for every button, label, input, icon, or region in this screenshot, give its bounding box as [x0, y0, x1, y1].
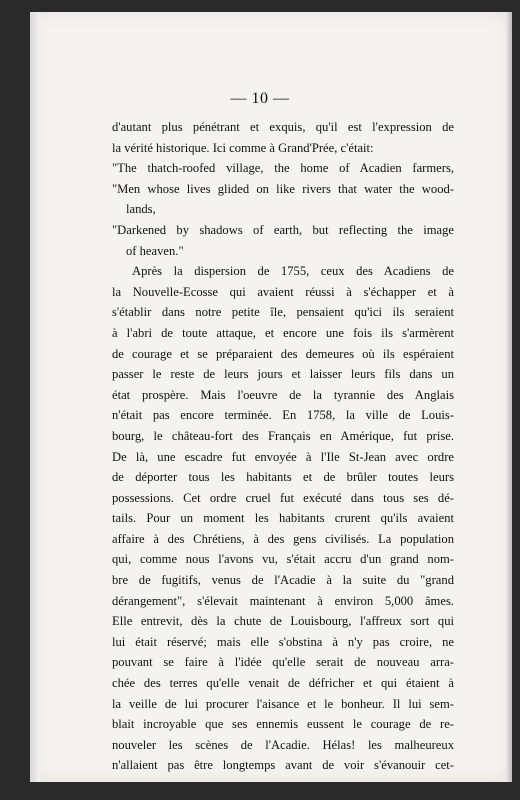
text-line: chée des terres qu'elle venait de défricher et qui étaient à — [112, 676, 454, 691]
text-line: de courage et se préparaient des demeures où ils espéraient — [112, 346, 454, 361]
text-line: "Darkened by shadows of earth, but reflecting the image — [112, 222, 454, 237]
text-line: état prospère. Mais l'oeuvre de la tyrannie des Anglais — [112, 387, 454, 402]
text-line: n'était pas encore terminée. En 1758, la ville de Louis- — [112, 408, 454, 423]
text-line: lands, — [126, 202, 156, 217]
text-line: De là, une escadre fut envoyée à l'Ile St-Jean avec ordre — [112, 449, 454, 464]
text-line: bourg, le château-fort des Français en Amérique, fut prise. — [112, 428, 454, 443]
text-line: Elle entrevit, dès la chute de Louisbourg, l'affreux sort qui — [112, 614, 454, 629]
text-line: lui était réservé; mais elle s'obstina à n'y pas croire, ne — [112, 634, 454, 649]
text-line: la veille de lui procurer l'aisance et le bonheur. Il lui sem- — [112, 696, 454, 711]
text-line: passer le reste de leurs jours et laisser leurs fils dans un — [112, 367, 454, 382]
text-line: blait incroyable que ses ennemis eussent le courage de re- — [112, 717, 454, 732]
text-line: nouveler les scènes de l'Acadie. Hélas! les malheureux — [112, 737, 454, 752]
page-number: — 10 — — [230, 90, 290, 107]
text-line: la vérité historique. Ici comme à Grand'Prée, c'était: — [112, 140, 374, 155]
text-line: of heaven." — [126, 243, 184, 258]
text-line: bre de fugitifs, venus de l'Acadie à la suite du "grand — [112, 573, 454, 588]
text-line: d'autant plus pénétrant et exquis, qu'il est l'expression de — [112, 120, 454, 134]
text-line: la Nouvelle-Ecosse qui avaient réussi à s'échapper et à — [112, 284, 454, 299]
page-edge — [506, 12, 512, 782]
text-line: dérangement", s'élevait maintenant à environ 5,000 âmes. — [112, 593, 454, 608]
text-line: Après la dispersion de 1755, ceux des Acadiens de — [132, 264, 454, 279]
text-line: tails. Pour un moment les habitants crurent qu'ils avaient — [112, 511, 454, 526]
text-line: n'allaient pas être longtemps avant de voir s'évanouir cet- — [112, 758, 454, 773]
text-line: affaire à des Chrétiens, à des gens civilisés. La population — [112, 531, 454, 546]
binding-shadow — [30, 12, 40, 782]
text-line: s'établir dans notre petite île, pensaient qu'ici ils seraient — [112, 305, 454, 320]
text-line: "Men whose lives glided on like rivers that water the wood- — [112, 181, 454, 196]
text-line: pouvant se faire à l'idée qu'elle serait de nouveau arra- — [112, 655, 454, 670]
text-line: de déporter tous les habitants et de brûler toutes leurs — [112, 470, 454, 485]
text-line: "The thatch-roofed village, the home of Acadien farmers, — [112, 161, 454, 176]
text-line: possessions. Cet ordre cruel fut exécuté dans tous ses dé- — [112, 490, 454, 505]
body-text — [112, 117, 454, 776]
text-line: à l'abri de toute attaque, et encore une fois ils s'armèrent — [112, 325, 454, 340]
text-line: qui, comme nous l'avons vu, s'était accru d'un grand nom- — [112, 552, 454, 567]
